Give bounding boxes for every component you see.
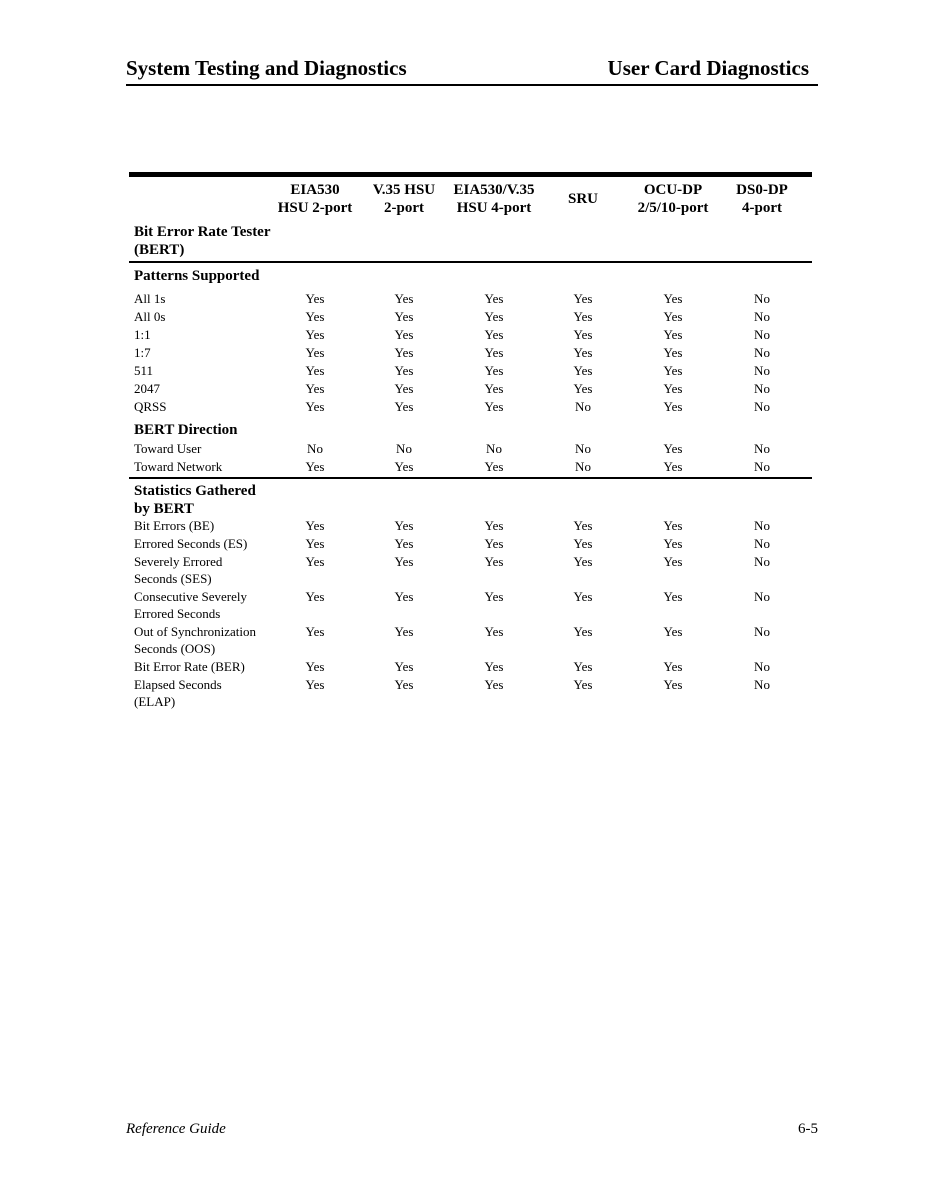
table-row <box>129 363 812 380</box>
table-cell: Yes <box>394 363 414 378</box>
table-cell: Yes <box>305 536 325 551</box>
table-cell: Yes <box>663 399 683 414</box>
table-row <box>129 291 812 308</box>
table-cell: Yes <box>663 345 683 360</box>
table-header-row <box>129 177 812 261</box>
table-cell: Yes <box>663 589 683 604</box>
table-cell: Yes <box>484 536 504 551</box>
row-label: All 0s <box>134 309 166 324</box>
table-cell: No <box>754 399 770 414</box>
table-cell: Yes <box>305 677 325 692</box>
section-heading: Patterns Supported <box>134 268 260 284</box>
table-cell: No <box>754 624 770 639</box>
table-cell: Yes <box>663 659 683 674</box>
table-cell: Yes <box>484 291 504 306</box>
table-cell: No <box>575 399 591 414</box>
table-cell: No <box>754 659 770 674</box>
table-cell: Yes <box>573 363 593 378</box>
column-header: V.35 HSU 2-port <box>372 182 436 216</box>
table-cell: No <box>575 441 591 456</box>
table-cell: Yes <box>663 327 683 342</box>
table-cell: No <box>486 441 502 456</box>
table-row <box>129 441 812 458</box>
row-label: Severely Errored Seconds (SES) <box>134 554 223 586</box>
page-header <box>126 54 818 86</box>
row-label: 511 <box>134 363 154 378</box>
table-cell: Yes <box>484 624 504 639</box>
table-cell: Yes <box>394 536 414 551</box>
table-cell: Yes <box>663 459 683 474</box>
table-cell: Yes <box>573 589 593 604</box>
table-cell: No <box>754 589 770 604</box>
table-section <box>129 261 812 416</box>
row-label: QRSS <box>134 399 167 414</box>
table-cell: Yes <box>394 518 414 533</box>
table-cell: Yes <box>305 309 325 324</box>
table-cell: Yes <box>484 518 504 533</box>
table-cell: Yes <box>394 589 414 604</box>
table-cell: Yes <box>663 381 683 396</box>
table-cell: Yes <box>484 345 504 360</box>
row-label: Elapsed Seconds (ELAP) <box>134 677 222 709</box>
table-cell: Yes <box>573 554 593 569</box>
table-cell: Yes <box>573 677 593 692</box>
table-cell: Yes <box>305 363 325 378</box>
table-row <box>129 327 812 344</box>
table-cell: Yes <box>394 554 414 569</box>
table-cell: Yes <box>305 399 325 414</box>
table-cell: Yes <box>305 381 325 396</box>
row-label: Bit Errors (BE) <box>134 518 215 533</box>
table-cell: Yes <box>484 659 504 674</box>
table-cell: No <box>307 441 323 456</box>
table-cell: No <box>754 677 770 692</box>
table-cell: No <box>754 441 770 456</box>
table-cell: Yes <box>394 659 414 674</box>
table-cell: Yes <box>573 518 593 533</box>
table-cell: Yes <box>394 291 414 306</box>
table-cell: No <box>754 459 770 474</box>
table-cell: No <box>754 291 770 306</box>
row-label: Out of Synchronization Seconds (OOS) <box>134 624 257 656</box>
row-label: 1:7 <box>134 345 151 360</box>
table-row <box>129 345 812 362</box>
table-cell: Yes <box>663 441 683 456</box>
table-cell: Yes <box>305 459 325 474</box>
section-heading: BERT Direction <box>134 422 238 438</box>
table-cell: Yes <box>394 459 414 474</box>
table-cell: No <box>754 363 770 378</box>
row-label: All 1s <box>134 291 166 306</box>
table-cell: No <box>575 459 591 474</box>
table-cell: Yes <box>573 345 593 360</box>
table-row <box>129 309 812 326</box>
row-label: Bit Error Rate (BER) <box>134 659 245 674</box>
column-header: EIA530/V.35 HSU 4-port <box>453 182 535 216</box>
table-cell: Yes <box>663 554 683 569</box>
table-cell: Yes <box>663 291 683 306</box>
table-cell: Yes <box>484 677 504 692</box>
table-cell: Yes <box>663 518 683 533</box>
table-cell: No <box>754 536 770 551</box>
section-title: User Card Diagnostics <box>607 56 809 80</box>
table-cell: Yes <box>305 327 325 342</box>
table-cell: Yes <box>305 589 325 604</box>
column-header: EIA530 HSU 2-port <box>277 182 353 216</box>
row-label: Consecutive Severely Errored Seconds <box>134 589 247 621</box>
table-cell: Yes <box>573 624 593 639</box>
row-label: Toward User <box>134 441 202 456</box>
section-heading: Statistics Gathered by BERT <box>134 483 256 517</box>
table-cell: Yes <box>484 381 504 396</box>
table-cell: Yes <box>573 327 593 342</box>
table-cell: Yes <box>394 624 414 639</box>
table-cell: Yes <box>305 345 325 360</box>
column-header: SRU <box>567 191 598 207</box>
row-label: 2047 <box>134 381 160 396</box>
table-cell: Yes <box>394 399 414 414</box>
table-cell: Yes <box>305 518 325 533</box>
table-cell: Yes <box>394 327 414 342</box>
table-cell: Yes <box>663 363 683 378</box>
table-cell: Yes <box>394 677 414 692</box>
table-cell: Yes <box>305 291 325 306</box>
table-section <box>129 417 812 476</box>
table-cell: No <box>754 309 770 324</box>
table-row <box>129 536 812 553</box>
table-section <box>129 477 812 710</box>
table-row <box>129 677 812 710</box>
table-row <box>129 659 812 676</box>
table-row <box>129 381 812 398</box>
page-number: 6-5 <box>798 1121 818 1137</box>
table-cell: No <box>396 441 412 456</box>
row-label: Errored Seconds (ES) <box>134 536 248 551</box>
table-cell: Yes <box>663 309 683 324</box>
footer-guide-name: Reference Guide <box>126 1121 226 1137</box>
bert-group-title: Bit Error Rate Tester (BERT) <box>134 224 271 258</box>
table-cell: No <box>754 327 770 342</box>
table-cell: Yes <box>573 659 593 674</box>
row-label: Toward Network <box>134 459 223 474</box>
table-cell: Yes <box>484 399 504 414</box>
table-cell: Yes <box>484 459 504 474</box>
table-cell: No <box>754 518 770 533</box>
table-cell: Yes <box>484 327 504 342</box>
table-cell: Yes <box>573 536 593 551</box>
table-cell: Yes <box>663 677 683 692</box>
table-cell: No <box>754 345 770 360</box>
bert-capabilities-table <box>129 172 812 712</box>
table-cell: Yes <box>305 554 325 569</box>
column-header: OCU-DP 2/5/10-port <box>637 182 709 216</box>
table-cell: Yes <box>484 554 504 569</box>
table-cell: No <box>754 554 770 569</box>
table-row <box>129 589 812 622</box>
table-cell: Yes <box>573 309 593 324</box>
table-row <box>129 518 812 535</box>
table-cell: Yes <box>394 381 414 396</box>
table-row <box>129 459 812 476</box>
table-cell: Yes <box>573 291 593 306</box>
table-row <box>129 554 812 587</box>
table-cell: Yes <box>663 624 683 639</box>
table-cell: Yes <box>305 624 325 639</box>
column-header: DS0-DP 4-port <box>736 182 788 216</box>
table-cell: Yes <box>484 363 504 378</box>
table-cell: No <box>754 381 770 396</box>
table-cell: Yes <box>394 309 414 324</box>
table-cell: Yes <box>305 659 325 674</box>
table-row <box>129 399 812 416</box>
row-label: 1:1 <box>134 327 151 342</box>
table-row <box>129 624 812 657</box>
table-cell: Yes <box>394 345 414 360</box>
table-cell: Yes <box>573 381 593 396</box>
table-cell: Yes <box>484 309 504 324</box>
table-cell: Yes <box>663 536 683 551</box>
table-cell: Yes <box>484 589 504 604</box>
chapter-title: System Testing and Diagnostics <box>126 56 407 80</box>
